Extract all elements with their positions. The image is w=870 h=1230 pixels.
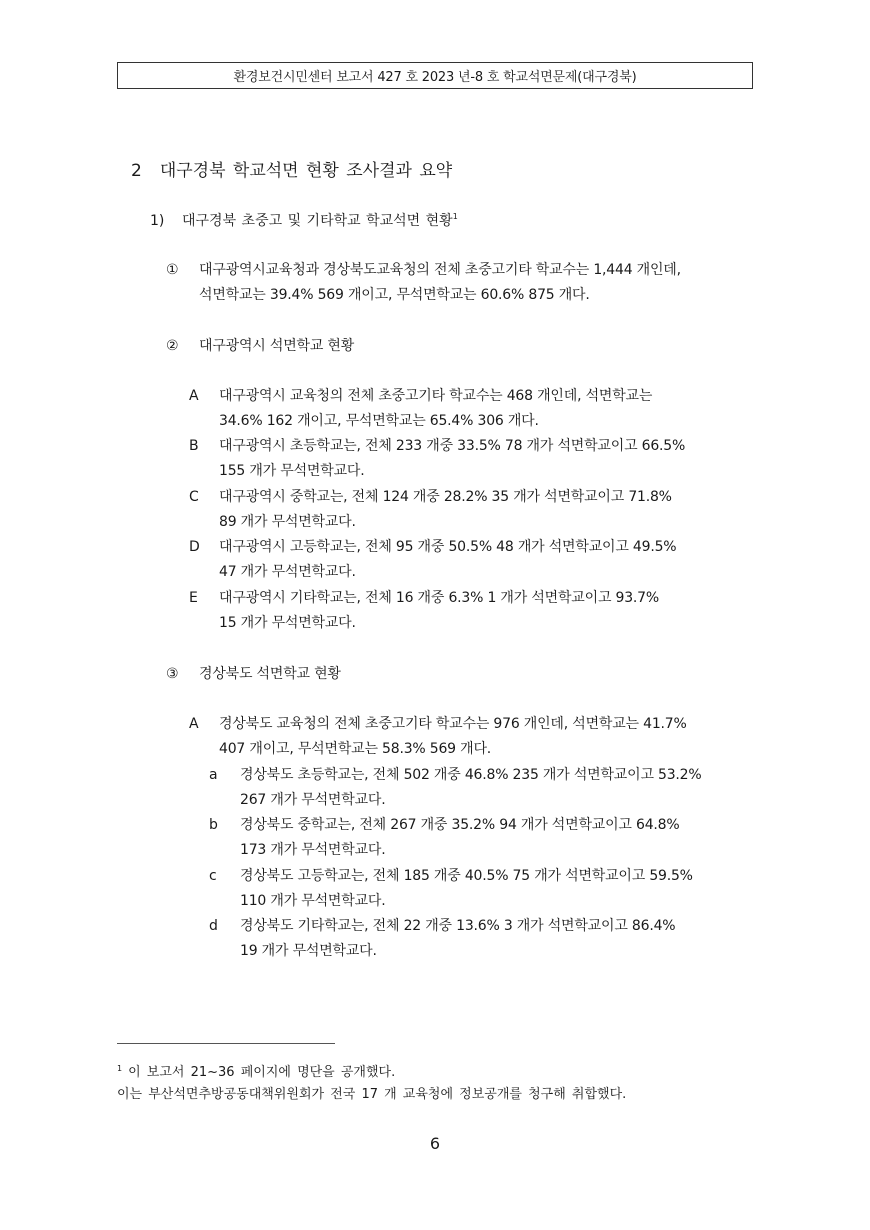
item2-entry-C — [219, 485, 672, 535]
footnote-line1 — [117, 1058, 395, 1084]
item2-entry-B-marker: B — [189, 438, 199, 454]
footnote-line2: 이는 부산석면추방공동대책위원회가 전국 17 개 교육청에 정보공개를 청구해 취합했다. — [117, 1087, 627, 1102]
item2-entry-E-line1: 대구광역시 기타학교는, 전체 16 개중 6.3% 1 개가 석면학교이고 93.7% — [219, 590, 659, 606]
item3-entry-A — [219, 712, 687, 762]
item3-sub-d-line2: 19 개가 무석면학교다. — [240, 943, 377, 959]
footnote-divider — [117, 1043, 335, 1044]
item2-entry-D — [219, 535, 676, 585]
item2-entry-A — [219, 384, 652, 434]
item2-entry-E-marker: E — [189, 590, 198, 606]
item3-sub-a-line2: 267 개가 무석면학교다. — [240, 792, 386, 808]
section-title — [131, 156, 452, 181]
section-number: 2 — [131, 161, 142, 181]
section-heading: 대구경북 학교석면 현황 조사결과 요약 — [159, 161, 453, 181]
item2-title: 대구광역시 석면학교 현황 — [199, 338, 355, 354]
item2-entry-A-line2: 34.6% 162 개이고, 무석면학교는 65.4% 306 개다. — [219, 413, 539, 429]
item3-sub-a-line1: 경상북도 초등학교는, 전체 502 개중 46.8% 235 개가 석면학교이고 53.2% — [240, 767, 702, 783]
item3-sub-d-line1: 경상북도 기타학교는, 전체 22 개중 13.6% 3 개가 석면학교이고 86.4% — [240, 918, 676, 934]
item1-text — [199, 258, 681, 308]
item2-entry-B-line2: 155 개가 무석면학교다. — [219, 463, 365, 479]
item3-sub-b-marker: b — [209, 817, 218, 833]
subsection-title — [150, 210, 458, 230]
item2-entry-E — [219, 586, 659, 636]
item2-entry-C-line2: 89 개가 무석면학교다. — [219, 514, 356, 530]
item2-entry-D-marker: D — [189, 539, 200, 555]
subsection-number: 1) — [150, 213, 165, 229]
item2-entry-E-line2: 15 개가 무석면학교다. — [219, 615, 356, 631]
report-header: 환경보건시민센터 보고서 427 호 2023 년-8 호 학교석면문제(대구경북) — [117, 62, 753, 89]
item3-sub-a-marker: a — [209, 767, 218, 783]
item1-line1: 대구광역시교육청과 경상북도교육청의 전체 초중고기타 학교수는 1,444 개인데, — [199, 262, 681, 278]
item3-entry-A-marker: A — [189, 716, 199, 732]
item2-entry-A-line1: 대구광역시 교육청의 전체 초중고기타 학교수는 468 개인데, 석면학교는 — [219, 388, 653, 404]
item3-sub-b-line2: 173 개가 무석면학교다. — [240, 842, 386, 858]
footnote-text1: 이 보고서 21~36 페이지에 명단을 공개했다. — [128, 1065, 396, 1080]
item1-marker: ① — [166, 262, 179, 278]
item3-entry-A-line1: 경상북도 교육청의 전체 초중고기타 학교수는 976 개인데, 석면학교는 41.7% — [219, 716, 687, 732]
footnote-marker: 1 — [117, 1064, 123, 1073]
item2-entry-C-marker: C — [189, 489, 199, 505]
item3-sub-c-line2: 110 개가 무석면학교다. — [240, 893, 386, 909]
item3-sub-a — [240, 763, 702, 813]
footnote-reference: 1 — [452, 212, 458, 221]
item2-entry-D-line2: 47 개가 무석면학교다. — [219, 564, 356, 580]
item3-sub-c-line1: 경상북도 고등학교는, 전체 185 개중 40.5% 75 개가 석면학교이고 59.5% — [240, 868, 693, 884]
item3-sub-b — [240, 813, 679, 863]
item2-entry-B — [219, 434, 685, 484]
item3-sub-b-line1: 경상북도 중학교는, 전체 267 개중 35.2% 94 개가 석면학교이고 64.8% — [240, 817, 680, 833]
item3-sub-c — [240, 864, 693, 914]
item3-sub-c-marker: c — [209, 868, 217, 884]
item2-entry-B-line1: 대구광역시 초등학교는, 전체 233 개중 33.5% 78 개가 석면학교이고 66.5% — [219, 438, 686, 454]
subsection-heading: 대구경북 초중고 및 기타학교 학교석면 현황 — [182, 213, 453, 229]
item3-sub-d — [240, 914, 675, 964]
page-number: 6 — [429, 1134, 441, 1153]
item2-entry-C-line1: 대구광역시 중학교는, 전체 124 개중 28.2% 35 개가 석면학교이고 71.8% — [219, 489, 672, 505]
item3-title: 경상북도 석면학교 현황 — [199, 666, 341, 682]
item1-line2: 석면학교는 39.4% 569 개이고, 무석면학교는 60.6% 875 개다. — [199, 287, 590, 303]
item3-entry-A-line2: 407 개이고, 무석면학교는 58.3% 569 개다. — [219, 741, 492, 757]
item2-entry-A-marker: A — [189, 388, 199, 404]
item2-entry-D-line1: 대구광역시 고등학교는, 전체 95 개중 50.5% 48 개가 석면학교이고 49.5% — [219, 539, 677, 555]
item2-marker: ② — [166, 338, 179, 354]
item3-marker: ③ — [166, 666, 179, 682]
item3-sub-d-marker: d — [209, 918, 218, 934]
